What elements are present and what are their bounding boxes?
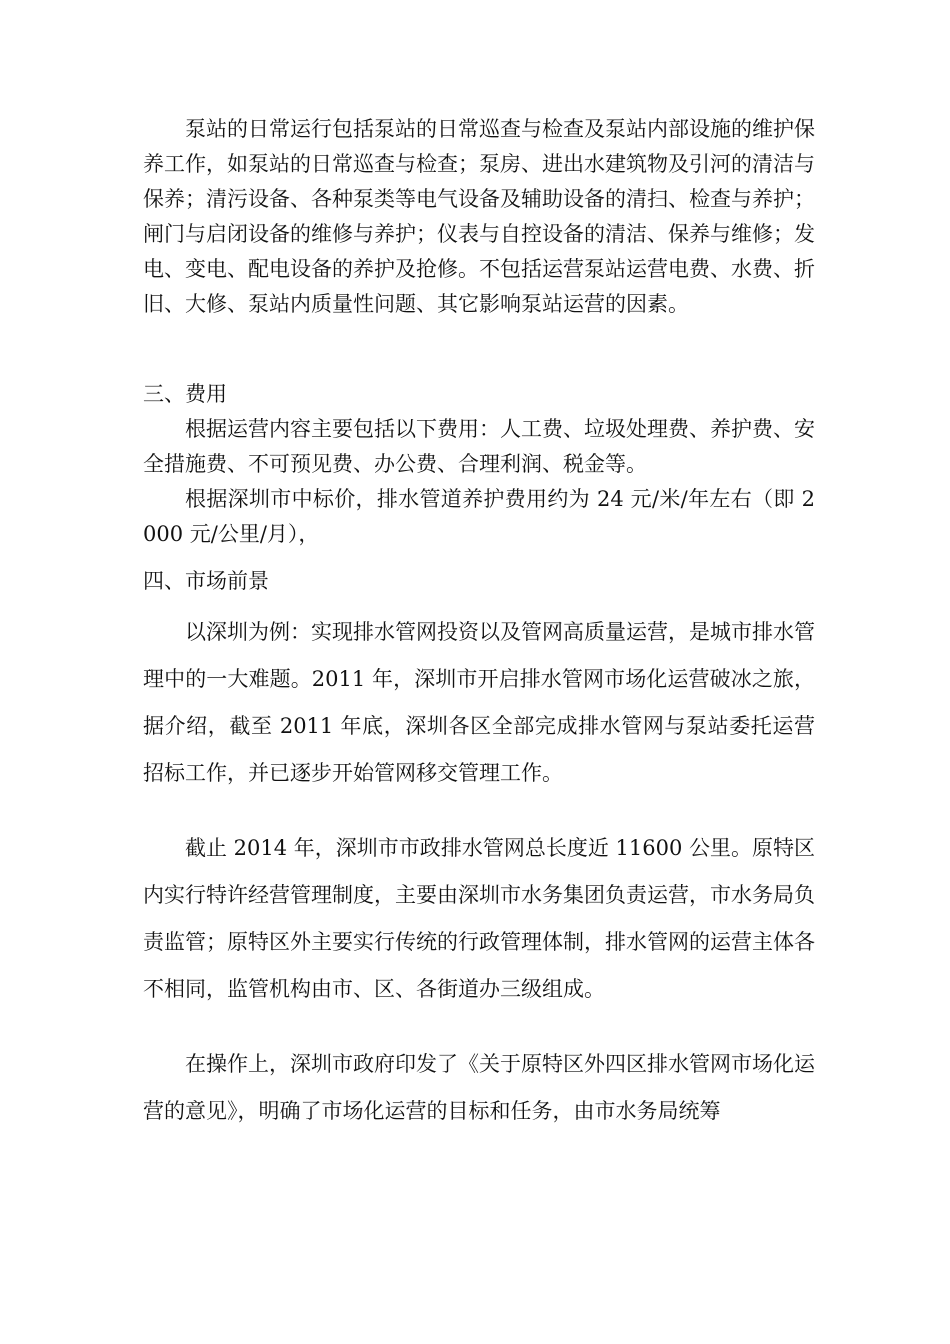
paragraph-maintenance-price: 根据深圳市中标价，排水管道养护费用约为 24 元/米/年左右（即 2000 元/公里/月）， — [143, 487, 815, 546]
section-heading-costs: 三、费用 — [143, 382, 227, 406]
paragraph-government-policy: 在操作上，深圳市政府印发了《关于原特区外四区排水管网市场化运营的意见》，明确了市场化运营的目标和任务，由市水务局统筹 — [143, 1052, 815, 1123]
section-heading-market-outlook: 四、市场前景 — [143, 569, 269, 593]
paragraph-pump-station-operations: 泵站的日常运行包括泵站的日常巡查与检查及泵站内部设施的维护保养工作，如泵站的日常巡查与检查；泵房、进出水建筑物及引河的清洁与保养；清污设备、各种泵类等电气设备及辅助设备的清扫、检查与养护；闸门与启闭设备的维修与养护；仪表与自控设备的清洁、保养与维修；发电、变电、配电设备的养护及抢修。不包括运营泵站运营电费、水费、折旧、大修、泵站内质量性问题、其它影响泵站运营的因素。 — [143, 117, 815, 316]
paragraph-network-length: 截止 2014 年，深圳市市政排水管网总长度近 11600 公里。原特区内实行特许经营管理制度，主要由深圳市水务集团负责运营，市水务局负责监管；原特区外主要实行传统的行政管理体制，排水管网的运营主体各不相同，监管机构由市、区、各街道办三级组成。 — [143, 836, 815, 1001]
paragraph-shenzhen-example: 以深圳为例：实现排水管网投资以及管网高质量运营，是城市排水管理中的一大难题。2011 年，深圳市开启排水管网市场化运营破冰之旅，据介绍，截至 2011 年底，深圳各区全部完成排水管网与泵站委托运营招标工作，并已逐步开始管网移交管理工作。 — [143, 620, 815, 785]
paragraph-cost-items: 根据运营内容主要包括以下费用：人工费、垃圾处理费、养护费、安全措施费、不可预见费、办公费、合理利润、税金等。 — [143, 417, 815, 476]
document-page — [143, 112, 815, 1135]
